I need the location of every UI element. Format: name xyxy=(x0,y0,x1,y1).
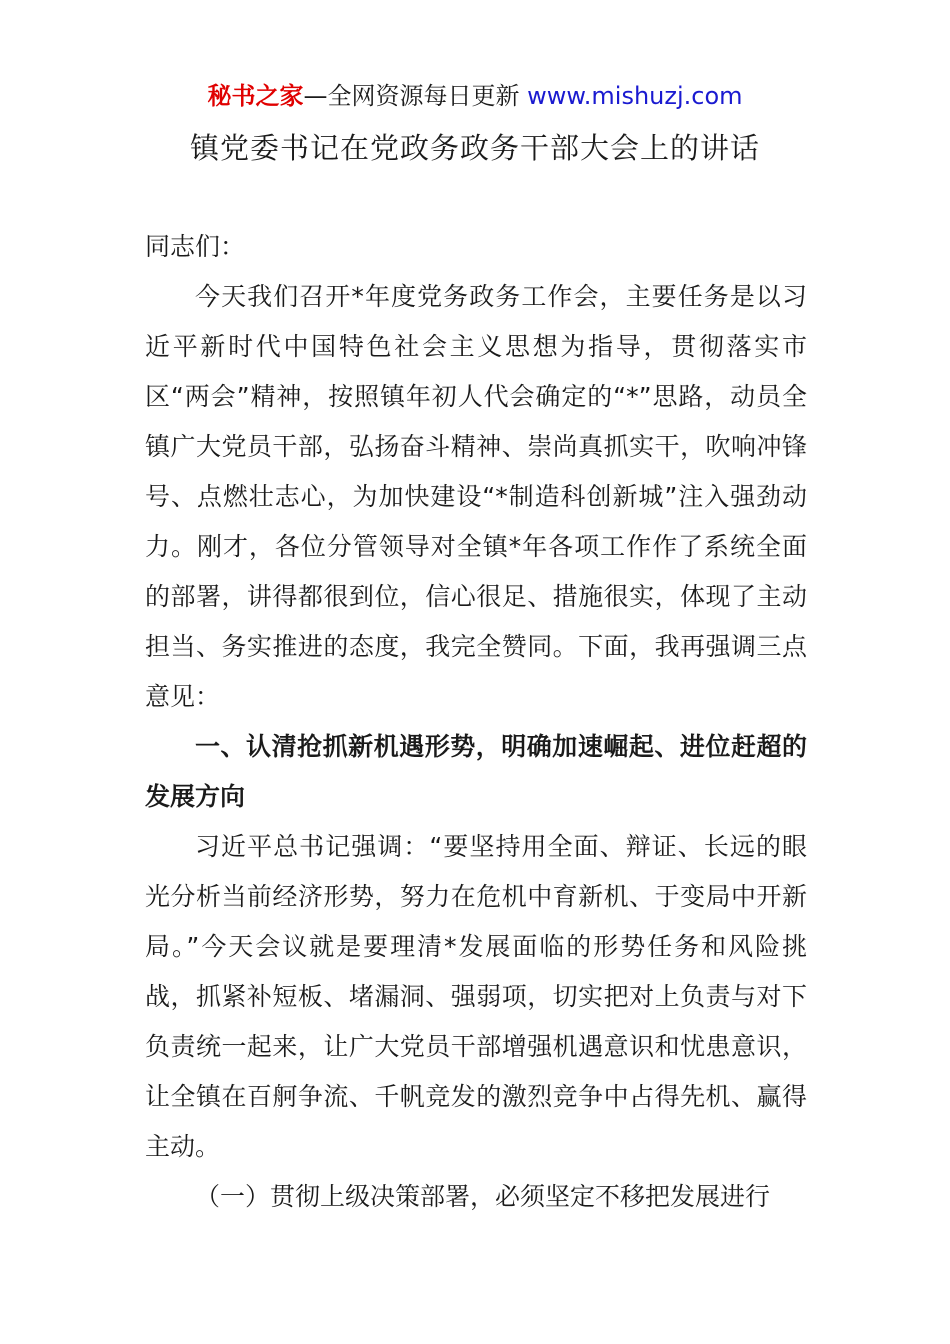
document-body xyxy=(145,222,807,1222)
paragraph-intro: 今天我们召开*年度党务政务工作会，主要任务是以习近平新时代中国特色社会主义思想为指导，贯彻落实市区“两会”精神，按照镇年初人代会确定的“*”思路，动员全镇广大党员干部，弘扬奋斗精神、崇尚真抓实干，吹响冲锋号、点燃壮志心，为加快建设“*制造科创新城”注入强劲动力。刚才，各位分管领导对全镇*年各项工作作了系统全面的部署，讲得都很到位，信心很足、措施很实，体现了主动担当、务实推进的态度，我完全赞同。下面，我再强调三点意见： xyxy=(145,282,807,711)
site-header xyxy=(0,80,950,112)
paragraph-quote: 习近平总书记强调：“要坚持用全面、辩证、长远的眼光分析当前经济形势，努力在危机中育新机、于变局中开新局。”今天会议就是要理清*发展面临的形势任务和风险挑战，抓紧补短板、堵漏洞、强弱项，切实把对上负责与对下负责统一起来，让广大党员干部增强机遇意识和忧患意识，让全镇在百舸争流、千帆竞发的激烈竞争中占得先机、赢得主动。 xyxy=(145,832,807,1161)
site-tagline: —全网资源每日更新 xyxy=(303,82,520,110)
site-url[interactable]: www.mishuzj.com xyxy=(527,82,743,110)
document-title: 镇党委书记在党政务政务干部大会上的讲话 xyxy=(189,131,760,165)
section-heading-1: 一、认清抢抓新机遇形势，明确加速崛起、进位赶超的发展方向 xyxy=(145,732,807,811)
salutation: 同志们： xyxy=(145,232,246,261)
subsection-heading-1: （一）贯彻上级决策部署，必须坚定不移把发展进行 xyxy=(195,1182,771,1211)
brand-name: 秘书之家 xyxy=(207,82,304,110)
